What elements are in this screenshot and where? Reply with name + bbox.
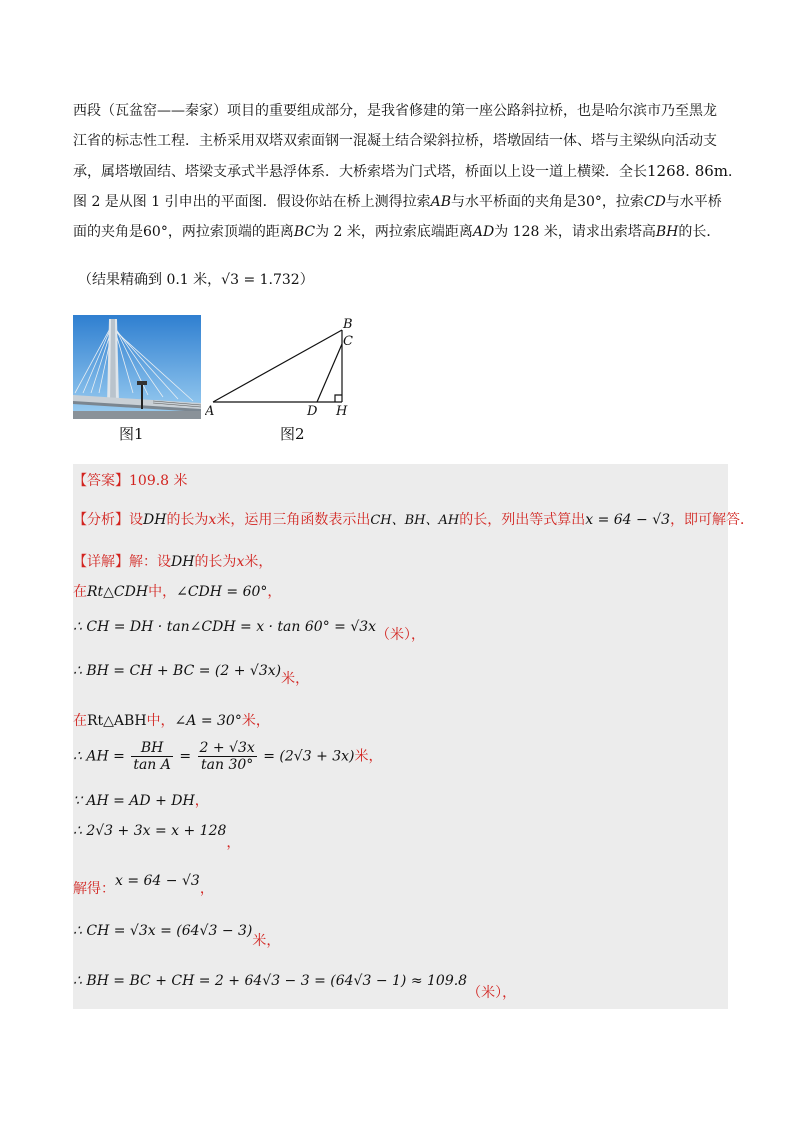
step-5: ∴ AH = $\frac{BH}{\text{tan A}}$ = $\frac{2 + √3x}{\tan 30^\circ}$ = (2√3 + 3x)米， xyxy=(73,740,383,773)
step-6: ∵ AH = AD + DH， xyxy=(73,793,209,809)
problem-line-1: 西段（瓦盆窑——秦家）项目的重要组成部分，是我省修建的第一座公路斜拉桥，也是哈尔滨市乃至黑龙 xyxy=(73,103,717,119)
fraction-bh-over-tan-a: $\frac{BH}{\text{tan A}}$ xyxy=(133,740,171,773)
figure-2-caption: 图2 xyxy=(280,425,305,443)
answer-line xyxy=(73,470,188,490)
step-10: ∴ BH = BC + CH = 2 + 64√3 − 3 = (64√3 − 1) ≈ 109.8（米）， xyxy=(73,973,517,1001)
step-1: 在Rt△CDH中，∠CDH = 60°， xyxy=(73,584,282,600)
step-8: 解得：x = 64 − √3， xyxy=(73,873,214,897)
detail-tag: 【详解】 xyxy=(73,554,129,570)
step-4: 在Rt△ABH中，∠A = 30°米， xyxy=(73,713,270,729)
answer-tag: 【答案】 xyxy=(73,473,129,489)
step-7: ∴ 2√3 + 3x = x + 128， xyxy=(73,823,241,851)
bridge-photo xyxy=(73,315,201,419)
analysis-line: 【分析】设DH的长为x米，运用三角函数表示出CH、BH、AH的长，列出等式算出x = 64 − √3，即可解答． xyxy=(73,512,755,528)
segment-ab: AB xyxy=(430,194,452,210)
angle-60: 60° xyxy=(143,224,168,240)
figure-1-caption: 图1 xyxy=(119,425,144,443)
problem-line-4: 图 2 是从图 1 引申出的平面图．假设你站在桥上测得拉索AB与水平桥面的夹角是30°，拉索CD与水平桥 xyxy=(73,194,722,210)
detail-line: 【详解】解：设DH的长为x米， xyxy=(73,554,273,570)
problem-text xyxy=(73,96,743,247)
geometry-diagram xyxy=(205,316,365,420)
cable-cd-line xyxy=(317,344,342,402)
label-c: C xyxy=(343,334,353,349)
step-9: ∴ CH = √3x = (64√3 − 3)米， xyxy=(73,923,281,949)
step-3: ∴ BH = CH + BC = (2 + √3x)米， xyxy=(73,663,310,687)
fraction-over-tan30: $\frac{2 + √3x}{\tan 30^\circ}$ xyxy=(199,740,255,773)
segment-ad: AD xyxy=(472,224,495,240)
angle-30: 30° xyxy=(577,194,602,210)
problem-line-3: 承，属塔墩固结、塔梁支承式半悬浮体系．大桥索塔为门式塔，桥面以上设一道上横梁．全长1268. 86m． xyxy=(73,162,743,180)
label-a: A xyxy=(205,404,215,419)
answer-value: 109.8 米 xyxy=(129,473,188,489)
step-2: ∴ CH = DH · tan∠CDH = x · tan 60° = √3x（米）， xyxy=(73,619,426,643)
label-b: B xyxy=(343,317,353,332)
sqrt3-value: √3 = 1.732 xyxy=(221,272,300,288)
right-angle-mark xyxy=(335,395,342,402)
problem-line-5: 面的夹角是60°，两拉索顶端的距离BC为 2 米，两拉索底端距离AD为 128 米，请求出索塔高BH的长． xyxy=(73,224,721,240)
analysis-tag: 【分析】 xyxy=(73,512,129,528)
precision-note: （结果精确到 0.1 米，√3 = 1.732） xyxy=(78,272,314,288)
bridge-photo-illustration xyxy=(73,315,201,419)
label-d: D xyxy=(307,404,318,419)
segment-bc: BC xyxy=(293,224,316,240)
total-length: 1268. 86m xyxy=(647,162,729,180)
cable-ab-line xyxy=(213,330,342,402)
solution-box xyxy=(73,464,755,1009)
segment-bh: BH xyxy=(655,224,679,240)
problem-line-2: 江省的标志性工程．主桥采用双塔双索面钢一混凝土结合梁斜拉桥，塔墩固结一体、塔与主梁纵向活动支 xyxy=(73,133,717,149)
label-h: H xyxy=(336,404,348,419)
segment-cd: CD xyxy=(643,194,666,210)
